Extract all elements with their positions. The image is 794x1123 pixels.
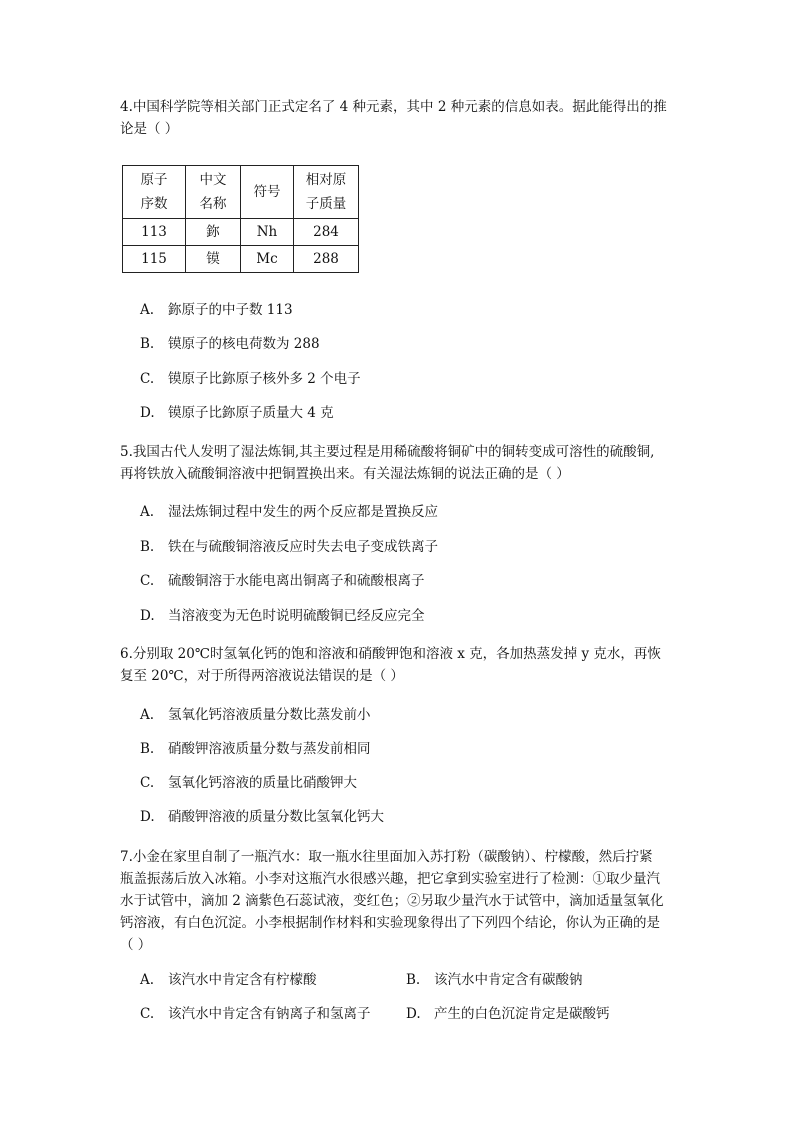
q5-option-a-letter: A.	[140, 504, 155, 520]
q5-option-d-text: 当溶液变为无色时说明硫酸铜已经反应完全	[168, 608, 425, 624]
q7-stem-line1: 7.小金在家里自制了一瓶汽水：取一瓶水往里面加入苏打粉（碳酸钠）、柠檬酸，然后拧紧	[120, 849, 653, 865]
q5-option-b-text: 铁在与硫酸铜溶液反应时失去电子变成铁离子	[168, 539, 438, 555]
q4-option-b-letter: B.	[140, 336, 155, 352]
q6-option-d-text: 硝酸钾溶液的质量分数比氢氧化钙大	[168, 809, 384, 825]
cell-atomic-number: 115	[123, 246, 186, 273]
q7-option-d-letter: D.	[406, 1006, 421, 1022]
q7-option-a-letter: A.	[140, 972, 155, 988]
q7-option-c-text: 该汽水中肯定含有钠离子和氢离子	[168, 1006, 371, 1022]
q6-option-a-letter: A.	[140, 707, 155, 723]
q5-stem-line2: 再将铁放入硫酸铜溶液中把铜置换出来。有关湿法炼铜的说法正确的是（ ）	[120, 466, 570, 482]
q7-option-a-text: 该汽水中肯定含有柠檬酸	[168, 972, 317, 988]
table-header-row	[123, 166, 359, 219]
q5-option-c-text: 硫酸铜溶于水能电离出铜离子和硫酸根离子	[168, 573, 425, 589]
cell-relative-mass: 284	[294, 219, 359, 246]
q4-option-a-letter: A.	[140, 302, 155, 318]
header-symbol: 符号	[241, 166, 294, 219]
q4-option-c-text: 镆原子比鉨原子核外多 2 个电子	[168, 371, 361, 387]
q5-option-b-letter: B.	[140, 539, 155, 555]
cell-relative-mass: 288	[294, 246, 359, 273]
table-row	[123, 246, 359, 273]
q7-stem-line3: 水于试管中，滴加 2 滴紫色石蕊试液，变红色；②另取少量汽水于试管中，滴加适量氢氧化	[120, 893, 664, 909]
q6-stem-line1: 6.分别取 20℃时氢氧化钙的饱和溶液和硝酸钾饱和溶液 x 克，各加热蒸发掉 y 克水，再恢	[120, 646, 661, 662]
q6-stem-line2: 复至 20℃，对于所得两溶液说法错误的是（ ）	[120, 668, 404, 684]
header-relative-mass: 相对原 子质量	[294, 166, 359, 219]
element-info-table	[122, 165, 359, 273]
q7-option-d-text: 产生的白色沉淀肯定是碳酸钙	[434, 1006, 610, 1022]
q4-option-d-text: 镆原子比鉨原子质量大 4 克	[168, 405, 334, 421]
q5-option-d-letter: D.	[140, 608, 155, 624]
q4-option-c-letter: C.	[140, 371, 155, 387]
header-atomic-number: 原子 序数	[123, 166, 186, 219]
q6-option-c-text: 氢氧化钙溶液的质量比硝酸钾大	[168, 775, 357, 791]
q7-option-b-letter: B.	[406, 972, 421, 988]
q6-option-a-text: 氢氧化钙溶液质量分数比蒸发前小	[168, 707, 371, 723]
q4-option-b-text: 镆原子的核电荷数为 288	[168, 336, 320, 352]
q4-option-d-letter: D.	[140, 405, 155, 421]
q6-option-d-letter: D.	[140, 809, 155, 825]
q5-option-c-letter: C.	[140, 573, 155, 589]
q7-option-b-text: 该汽水中肯定含有碳酸钠	[434, 972, 583, 988]
header-chinese-name: 中文 名称	[186, 166, 241, 219]
q7-stem-line4: 钙溶液，有白色沉淀。小李根据制作材料和实验现象得出了下列四个结论，你认为正确的是	[120, 915, 660, 931]
q7-stem-line5: （ ）	[120, 937, 152, 953]
cell-chinese-name: 镆	[186, 246, 241, 273]
table-row	[123, 219, 359, 246]
cell-chinese-name: 鉨	[186, 219, 241, 246]
q6-option-c-letter: C.	[140, 775, 155, 791]
q7-option-c-letter: C.	[140, 1006, 155, 1022]
q7-stem-line2: 瓶盖振荡后放入冰箱。小李对这瓶汽水很感兴趣，把它拿到实验室进行了检测：①取少量汽	[120, 871, 660, 887]
cell-symbol: Nh	[241, 219, 294, 246]
q4-stem-line2: 论是（ ）	[120, 121, 179, 137]
q5-option-a-text: 湿法炼铜过程中发生的两个反应都是置换反应	[168, 504, 438, 520]
q4-stem-line1: 4.中国科学院等相关部门正式定名了 4 种元素，其中 2 种元素的信息如表。据此能得出的推	[120, 99, 667, 115]
q4-option-a-text: 鉨原子的中子数 113	[168, 302, 293, 318]
cell-symbol: Mc	[241, 246, 294, 273]
cell-atomic-number: 113	[123, 219, 186, 246]
q5-stem-line1: 5.我国古代人发明了湿法炼铜,其主要过程是用稀硫酸将铜矿中的铜转变成可溶性的硫酸铜,	[120, 444, 655, 460]
q6-option-b-text: 硝酸钾溶液质量分数与蒸发前相同	[168, 741, 371, 757]
q6-option-b-letter: B.	[140, 741, 155, 757]
